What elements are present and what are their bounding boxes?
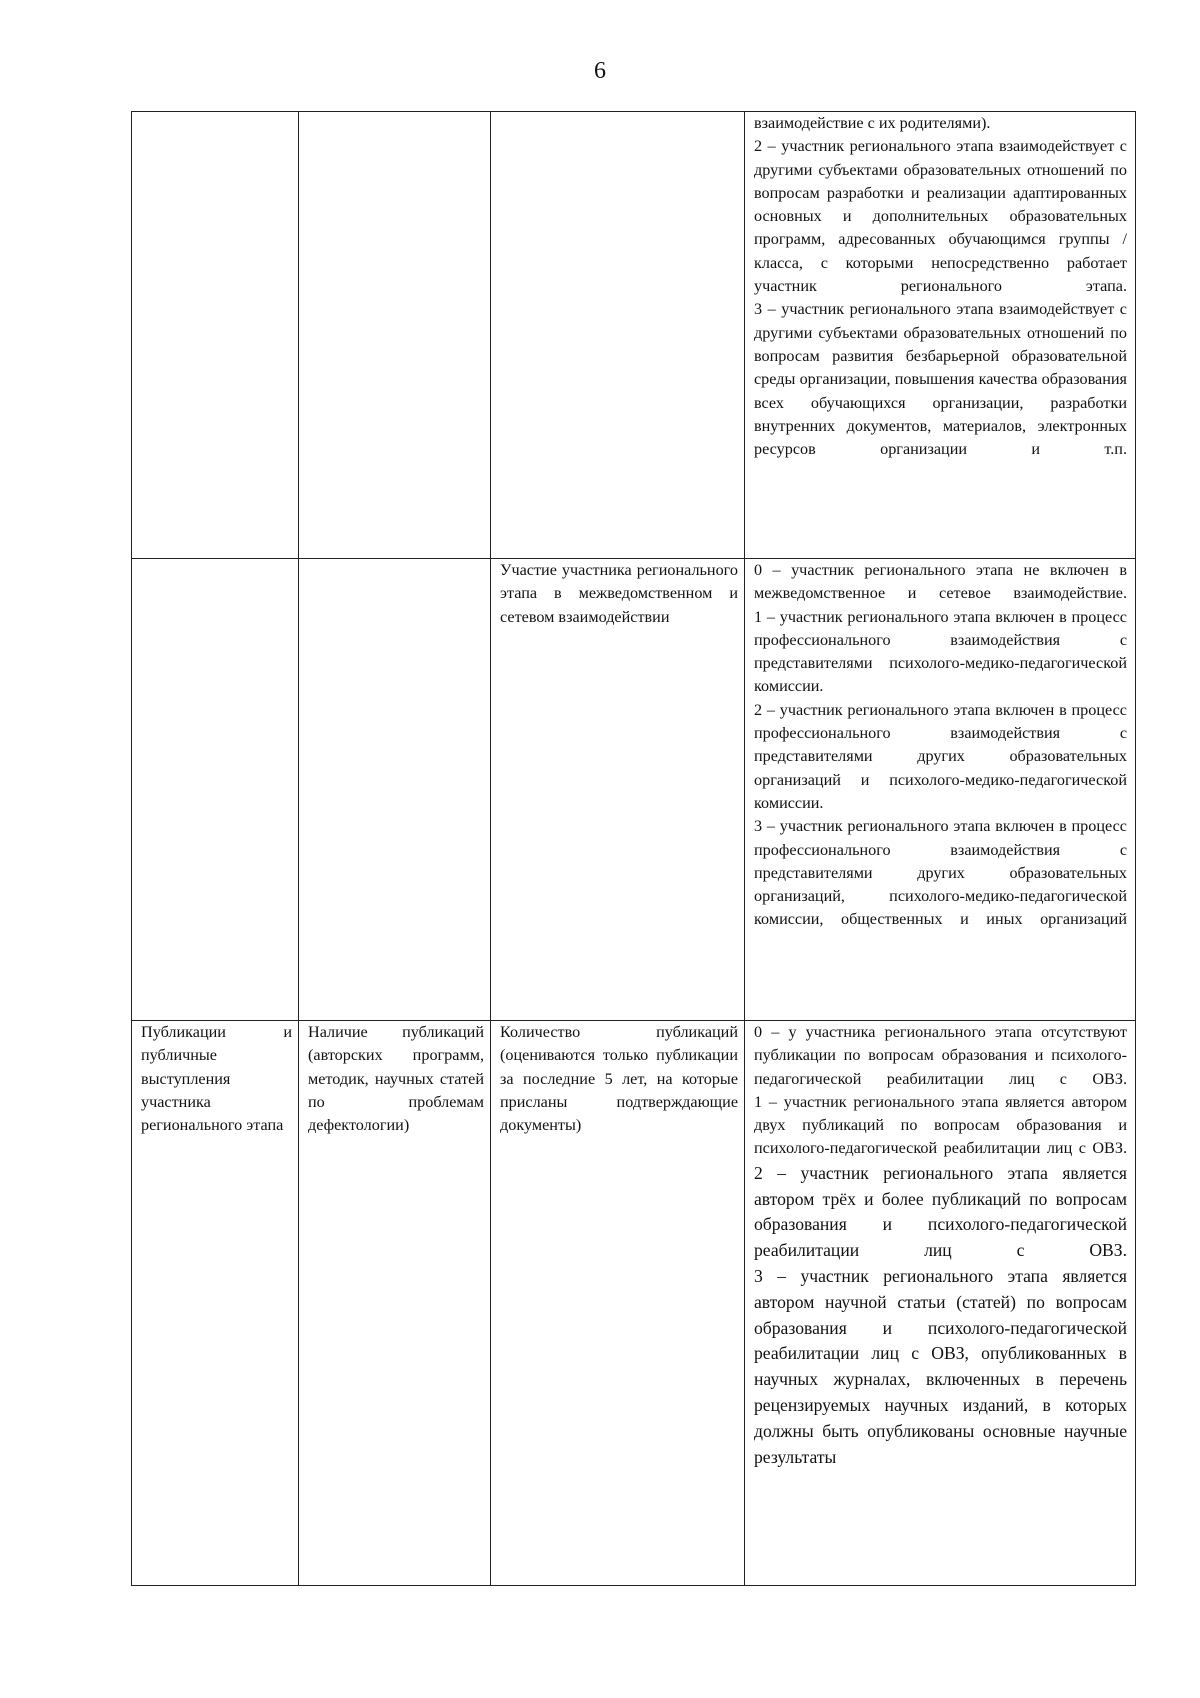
- criterion-text: Количество публикаций (оцениваются только публикации за последние 5 лет, на которые присланы подтверждающие документы): [500, 1023, 738, 1135]
- section-cell: [132, 559, 299, 1021]
- indicator-cell: [299, 1021, 491, 1586]
- score-paragraph: 3 – участник регионального этапа взаимодействует с другими субъектами образовательных отношений по вопросам развития безбарьерной образовательной среды организации, повышения качества образования всех обучающихся организации, разработки внутренних документов, материалов, электронных ресурсов организации и т.п.: [754, 300, 1127, 459]
- score-paragraph: 3 – участник регионального этапа включен в процесс профессионального взаимодействия с представителями других образовательных организаций, психолого-медико-педагогической комиссии, общественных и иных организаций: [754, 817, 1127, 929]
- score-paragraph: 0 – у участника регионального этапа отсутствуют публикации по вопросам образования и психолого-педагогической реабилитации лиц с ОВЗ.: [754, 1023, 1127, 1088]
- score-paragraph: 0 – участник регионального этапа не включен в межведомственное и сетевое взаимодействие.: [754, 561, 1127, 603]
- page-number: 6: [594, 58, 606, 84]
- section-cell: [132, 1021, 299, 1586]
- indicator-cell: [299, 112, 491, 559]
- criterion-cell: [491, 1021, 745, 1586]
- score-paragraph: 1 – участник регионального этапа является автором двух публикаций по вопросам образования и психолого-педагогической реабилитации лиц с ОВЗ.: [754, 1092, 1127, 1158]
- score-description-cell: [745, 1021, 1136, 1586]
- criterion-cell: [491, 559, 745, 1021]
- score-paragraph: 2 – участник регионального этапа является автором трёх и более публикаций по вопросам образования и психолого-педагогической реабилитации лиц с ОВЗ.: [754, 1162, 1127, 1261]
- score-paragraph: 2 – участник регионального этапа взаимодействует с другими субъектами образовательных отношений по вопросам разработки и реализации адаптированных основных и дополнительных образовательных программ, адресованных обучающимся группы / класса, с которыми непосредственно работает участник регионального этапа.: [754, 137, 1127, 296]
- table-row: [132, 1021, 1136, 1586]
- score-description-cell: [745, 559, 1136, 1021]
- score-paragraph: взаимодействие с их родителями).: [754, 114, 991, 132]
- table-row: [132, 112, 1136, 559]
- indicator-cell: [299, 559, 491, 1021]
- section-cell: [132, 112, 299, 559]
- score-paragraph: 1 – участник регионального этапа включен в процесс профессионального взаимодействия с представителями психолого-медико-педагогической комиссии.: [754, 607, 1127, 696]
- score-paragraph: 2 – участник регионального этапа включен в процесс профессионального взаимодействия с представителями других образовательных организаций и психолого-медико-педагогической комиссии.: [754, 700, 1127, 812]
- section-text: Публикации и публичные выступления участника регионального этапа: [141, 1023, 292, 1135]
- criteria-table: [131, 111, 1136, 1586]
- criterion-text: Участие участника регионального этапа в межведомственном и сетевом взаимодействии: [500, 561, 738, 626]
- indicator-text: Наличие публикаций (авторских программ, методик, научных статей по проблемам дефектологии): [308, 1023, 484, 1135]
- table-row: [132, 559, 1136, 1021]
- score-description-cell: [745, 112, 1136, 559]
- criterion-cell: [491, 112, 745, 559]
- score-paragraph: 3 – участник регионального этапа является автором научной статьи (статей) по вопросам образования и психолого-педагогической реабилитации лиц с ОВЗ, опубликованных в научных журналах, включенных в перечень рецензируемых научных изданий, в которых должны быть опубликованы основные научные результаты: [754, 1265, 1127, 1467]
